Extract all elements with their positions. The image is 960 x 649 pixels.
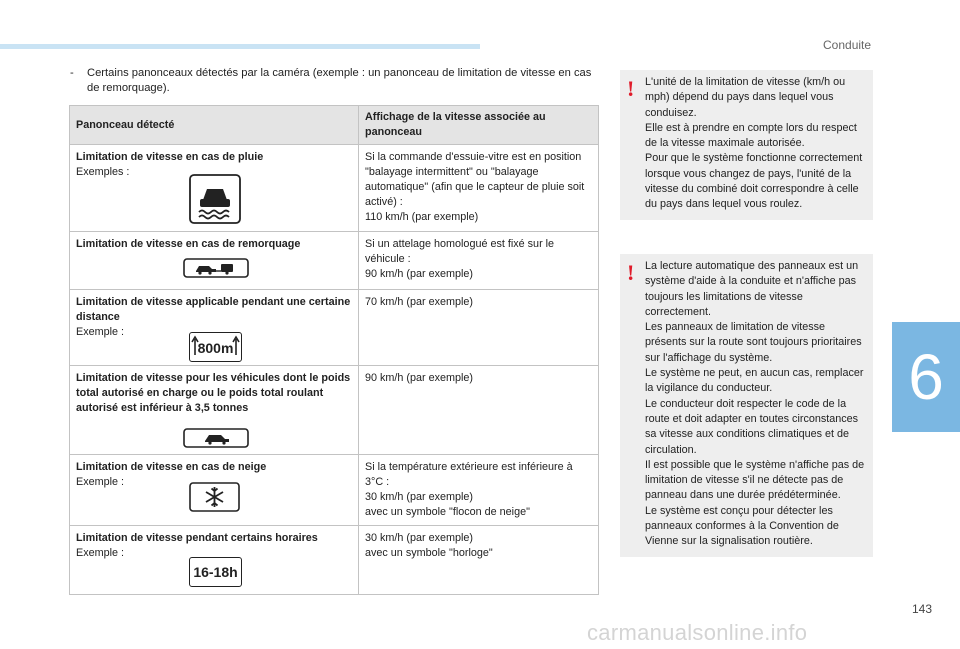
table-row (70, 455, 599, 526)
distance-sign (189, 332, 242, 362)
row-title: Limitation de vitesse pendant certains horaires (76, 532, 318, 544)
table-row (70, 145, 599, 232)
row-title: Limitation de vitesse en cas de pluie (76, 151, 264, 163)
table-header-row (70, 106, 599, 145)
row-title: Limitation de vitesse applicable pendant une certaine distance (76, 296, 351, 323)
row-desc: Si un attelage homologué est fixé sur le véhicule : 90 km/h (par exemple) (365, 238, 555, 280)
intro-dash: - (70, 67, 74, 79)
watermark: carmanualsonline.info (587, 620, 808, 645)
row-desc: 30 km/h (par exemple) avec un symbole "horloge" (365, 532, 493, 559)
row-title: Limitation de vitesse en cas de remorquage (76, 238, 301, 250)
time-sign-text: 16-18h (193, 564, 238, 580)
note-text: La lecture automatique des panneaux est un système d'aide à la conduite et n'affiche pas toujours les limitations de vitesse correctement. Les panneaux de limitation de vitesse présents sur la route sont toujours prioritaires sur l'affichage du système. Le système ne peut, en aucun cas, remplacer la vigilance du conducteur. Le conducteur doit respecter le code de la route et doit adapter en toutes circonstances sa vitesse aux conditions climatiques et de circulation. Il est possible que le système n'affiche pas de limitation de vitesse s'il ne détecte pas de panneau dans une durée prédéterminée. Le système est conçu pour détecter les panneaux conformes à la Convention de Vienne sur la signalisation routière. (645, 260, 865, 548)
table-header-detected: Panonceau détecté (70, 106, 359, 145)
row-title: Limitation de vitesse en cas de neige (76, 461, 267, 473)
row-desc: 70 km/h (par exemple) (365, 296, 474, 308)
table-header-display: Affichage de la vitesse associée au panonceau (359, 106, 599, 145)
row-sub: Exemple : (76, 547, 125, 559)
warning-icon: ! (627, 260, 635, 285)
sign-table (69, 105, 599, 595)
time-sign (189, 557, 242, 587)
warning-icon: ! (627, 76, 635, 101)
car-icon (183, 428, 249, 453)
intro-paragraph (70, 66, 600, 96)
intro-text: Certains panonceaux détectés par la caméra (exemple : un panonceau de limitation de vitesse en cas de remorquage). (87, 67, 592, 94)
page-number: 143 (912, 602, 933, 616)
section-title: Conduite (823, 38, 872, 52)
row-desc: 90 km/h (par exemple) (365, 372, 474, 384)
note-text: L'unité de la limitation de vitesse (km/h ou mph) dépend du pays dans lequel vous conduisez. Elle est à prendre en compte lors du respect de la vitesse maximale autorisée. Pour que le système fonctionne correctement lorsque vous changez de pays, l'unité de la vitesse du combiné doit correspondre à celle du pays dans lequel vous roulez. (645, 76, 863, 211)
car-trailer-icon (183, 258, 249, 283)
table-row (70, 526, 599, 595)
rain-car-icon (189, 174, 241, 229)
snowflake-icon (189, 482, 240, 517)
warning-note-units (620, 70, 873, 220)
distance-sign-text: 800m (197, 340, 234, 356)
row-desc: Si la commande d'essuie-vitre est en position "balayage intermittent" ou "balayage automatique" (afin que le capteur de pluie soit activé) : 110 km/h (par exemple) (365, 151, 585, 223)
row-sub: Exemple : (76, 326, 125, 338)
header-accent-bar (0, 44, 480, 49)
table-row (70, 290, 599, 366)
table-row (70, 366, 599, 455)
row-desc: Si la température extérieure est inférieure à 3°C : 30 km/h (par exemple) avec un symbole "flocon de neige" (365, 461, 573, 518)
chapter-tab: 6 (892, 322, 960, 432)
warning-note-reading (620, 254, 873, 557)
table-row (70, 232, 599, 290)
row-sub: Exemples : (76, 166, 130, 178)
row-sub: Exemple : (76, 476, 125, 488)
row-title: Limitation de vitesse pour les véhicules dont le poids total autorisé en charge ou le poids total roulant autorisé est inférieur à 3,5 tonnes (76, 372, 351, 414)
